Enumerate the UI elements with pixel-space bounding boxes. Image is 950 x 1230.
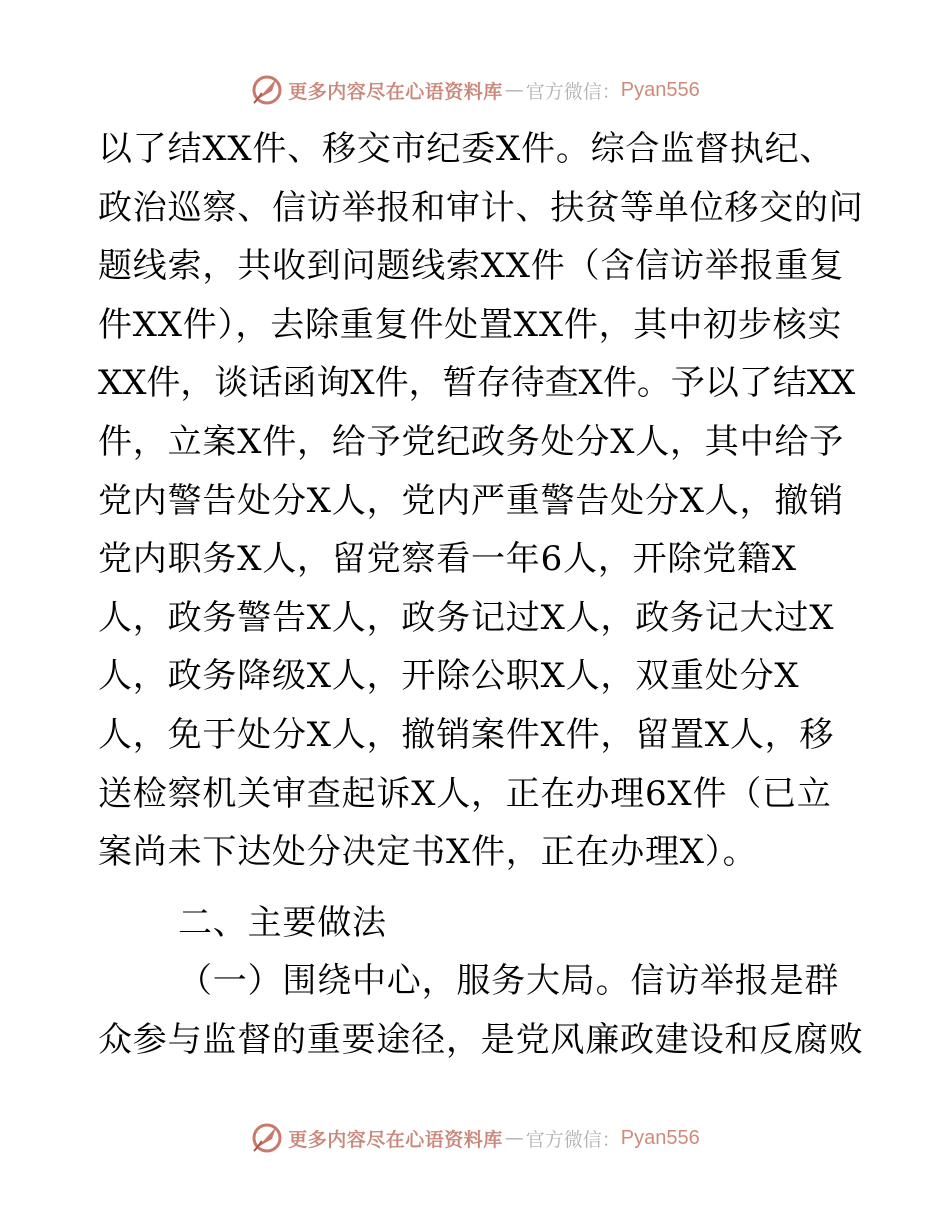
watermark-official-label: 官方微信： — [525, 1128, 621, 1151]
body-line: 题线索，共收到问题线索XX件（含信访举报重复 — [98, 246, 845, 287]
quill-logo-icon — [250, 73, 284, 107]
body-line: 件XX件），去除重复件处置XX件，其中初步核实 — [98, 304, 843, 345]
watermark-site-text: 更多内容尽在心语资料库 — [288, 1128, 503, 1151]
body-line: 送检察机关审查起诉X人，正在办理6X件（已立 — [98, 773, 832, 814]
watermark-official-label: 官方微信： — [525, 80, 621, 103]
subsection-line: （一）围绕中心，服务大局。信访举报是群 — [178, 961, 840, 1002]
body-line: 案尚未下达处分决定书X件，正在办理X）。 — [98, 832, 758, 873]
body-line: 件，立案X件，给予党纪政务处分X人，其中给予 — [98, 421, 845, 462]
watermark-banner-bottom — [0, 1121, 950, 1155]
watermark-dash: — — [504, 1127, 524, 1149]
body-line: 政治巡察、信访举报和审计、扶贫等单位移交的问 — [98, 187, 864, 228]
subsection-line: 众参与监督的重要途径，是党风廉政建设和反腐败 — [98, 1019, 864, 1060]
document-body — [98, 120, 868, 1070]
body-line: 人，免于处分X人，撤销案件X件，留置X人，移 — [98, 714, 835, 755]
watermark-banner-top — [0, 73, 950, 107]
body-line: XX件，谈话函询X件，暂存待查X件。予以了结XX — [98, 363, 856, 404]
watermark-site-text: 更多内容尽在心语资料库 — [288, 80, 503, 103]
watermark-wechat-id: Pyan556 — [620, 1126, 700, 1149]
body-line: 以了结XX件、移交市纪委X件。综合监督执纪、 — [98, 129, 835, 169]
section-heading: 二、主要做法 — [178, 902, 387, 943]
body-line: 党内职务X人，留党察看一年6人，开除党籍X — [98, 539, 797, 580]
watermark-dash: — — [504, 79, 524, 101]
body-line: 人，政务降级X人，开除公职X人，双重处分X — [98, 656, 800, 697]
body-line: 党内警告处分X人，党内严重警告处分X人，撤销 — [98, 480, 845, 521]
quill-logo-icon — [250, 1121, 284, 1155]
body-line: 人，政务警告X人，政务记过X人，政务记大过X — [98, 597, 835, 638]
watermark-wechat-id: Pyan556 — [620, 78, 700, 101]
